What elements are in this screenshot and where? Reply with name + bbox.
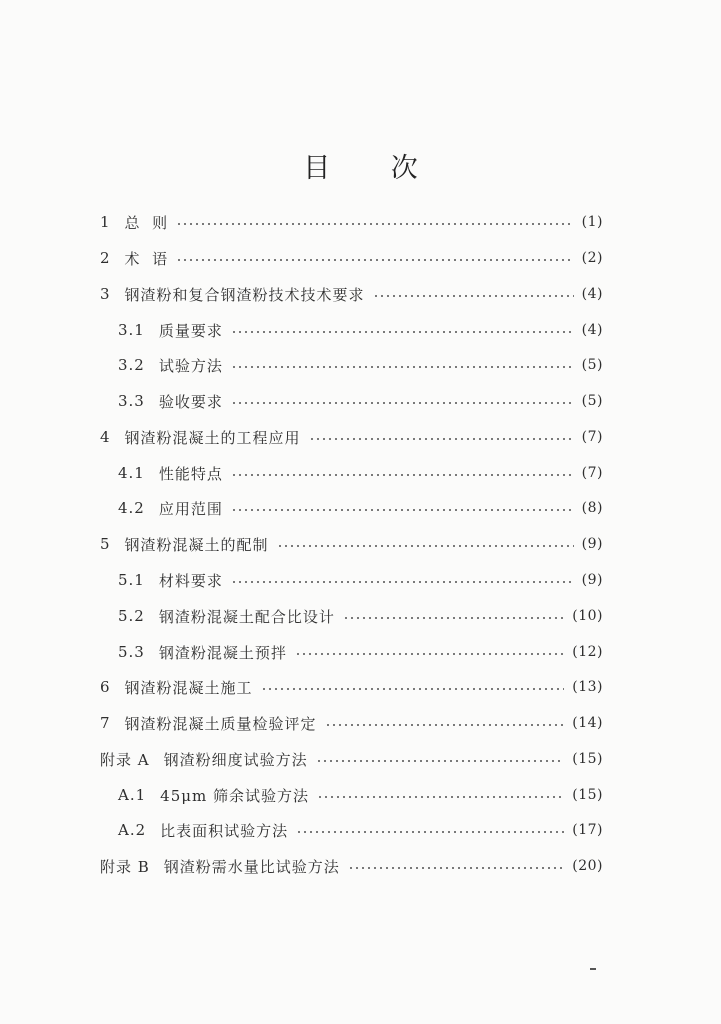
toc-label: 45μm 筛余试验方法 [160, 786, 309, 805]
toc-page: (12) [572, 644, 603, 660]
toc-number: 4.1 [118, 464, 145, 482]
toc-page: (15) [572, 751, 603, 767]
toc-label: 总 则 [124, 213, 169, 232]
toc-number: 5.1 [118, 571, 145, 589]
toc-page: (7) [581, 465, 603, 481]
toc-entry-3-2[interactable] [118, 348, 603, 382]
toc-label: 钢渣粉细度试验方法 [163, 750, 308, 769]
toc-page: (9) [581, 572, 603, 588]
toc-page: (14) [572, 715, 603, 731]
dot-leader [317, 796, 564, 798]
toc-entry-3-1[interactable] [118, 313, 603, 347]
toc-number: 3 [100, 285, 111, 303]
dot-leader [309, 438, 574, 440]
dot-leader [176, 223, 574, 225]
toc-label: 钢渣粉混凝土的工程应用 [124, 428, 301, 447]
toc-label: 钢渣粉需水量比试验方法 [163, 857, 340, 876]
toc-entry-3[interactable] [100, 277, 603, 311]
dot-leader [373, 295, 574, 297]
toc-entry-5-2[interactable] [118, 599, 603, 633]
toc-label: 应用范围 [158, 499, 223, 518]
toc-label: 验收要求 [158, 392, 223, 411]
toc-number: 3.1 [118, 321, 145, 339]
dot-leader [316, 760, 565, 762]
toc-entry-appendix-a[interactable] [100, 742, 603, 776]
toc-page: (8) [581, 500, 603, 516]
toc-label: 试验方法 [158, 356, 223, 375]
toc-entry-3-3[interactable] [118, 384, 603, 418]
dot-leader [343, 617, 564, 619]
toc-page: (2) [581, 250, 603, 266]
toc-label: 钢渣粉混凝土配合比设计 [158, 607, 335, 626]
toc-label: 钢渣粉混凝土施工 [124, 678, 253, 697]
toc-label: 钢渣粉混凝土预拌 [158, 643, 287, 662]
toc-page: (10) [572, 608, 603, 624]
toc-entry-5-1[interactable] [118, 563, 603, 597]
toc-number: 5.3 [118, 643, 145, 661]
toc-number: 1 [100, 213, 111, 231]
toc-label: 钢渣粉混凝土的配制 [124, 535, 269, 554]
dot-leader [348, 867, 564, 869]
toc-number: 5.2 [118, 607, 145, 625]
toc-entry-a-1[interactable] [118, 778, 603, 812]
toc-number: 4 [100, 428, 111, 446]
toc-page: (9) [581, 536, 603, 552]
toc-entry-4-1[interactable] [118, 456, 603, 490]
toc-page: (13) [572, 679, 603, 695]
toc-page: (7) [581, 429, 603, 445]
toc-page: (4) [581, 286, 603, 302]
toc-label: 材料要求 [158, 571, 223, 590]
toc-entry-5[interactable] [100, 527, 603, 561]
toc-label: 钢渣粉混凝土质量检验评定 [124, 714, 317, 733]
dot-leader [231, 581, 574, 583]
toc-number: A.2 [118, 821, 147, 839]
toc-entry-a-2[interactable] [118, 813, 603, 847]
toc-label: 术 语 [124, 249, 169, 268]
dot-leader [295, 653, 564, 655]
dot-leader [261, 688, 565, 690]
toc-page: (5) [581, 357, 603, 373]
dot-leader [231, 366, 574, 368]
scan-mark [590, 968, 596, 970]
toc-number: 3.2 [118, 356, 145, 374]
toc-entry-4-2[interactable] [118, 491, 603, 525]
toc-number: 2 [100, 249, 111, 267]
page-title: 目 次 [303, 153, 444, 184]
dot-leader [296, 831, 564, 833]
toc-page: (17) [572, 822, 603, 838]
dot-leader [176, 259, 574, 261]
toc-entry-4[interactable] [100, 420, 603, 454]
dot-leader [231, 331, 574, 333]
dot-leader [231, 402, 574, 404]
toc-number: 3.3 [118, 392, 145, 410]
dot-leader [231, 474, 574, 476]
dot-leader [325, 724, 565, 726]
toc-entry-appendix-b[interactable] [100, 849, 603, 883]
toc-page: (1) [581, 214, 603, 230]
toc-page: (20) [572, 858, 603, 874]
toc-entry-7[interactable] [100, 706, 603, 740]
dot-leader [231, 509, 574, 511]
toc-page: (5) [581, 393, 603, 409]
toc-entry-1[interactable] [100, 205, 603, 239]
toc-label: 质量要求 [158, 321, 223, 340]
dot-leader [277, 545, 574, 547]
toc-entry-6[interactable] [100, 670, 603, 704]
toc-page: (4) [581, 322, 603, 338]
toc-number: 附录 B [100, 857, 150, 876]
toc-number: A.1 [118, 786, 147, 804]
toc-number: 7 [100, 714, 111, 732]
toc-number: 6 [100, 678, 111, 696]
toc-label: 钢渣粉和复合钢渣粉技术技术要求 [124, 285, 365, 304]
toc-number: 5 [100, 535, 111, 553]
toc-number: 附录 A [100, 750, 150, 769]
toc-label: 性能特点 [158, 464, 223, 483]
toc-page: (15) [572, 787, 603, 803]
toc-number: 4.2 [118, 499, 145, 517]
toc-entry-5-3[interactable] [118, 635, 603, 669]
toc-label: 比表面积试验方法 [160, 821, 289, 840]
toc-entry-2[interactable] [100, 241, 603, 275]
